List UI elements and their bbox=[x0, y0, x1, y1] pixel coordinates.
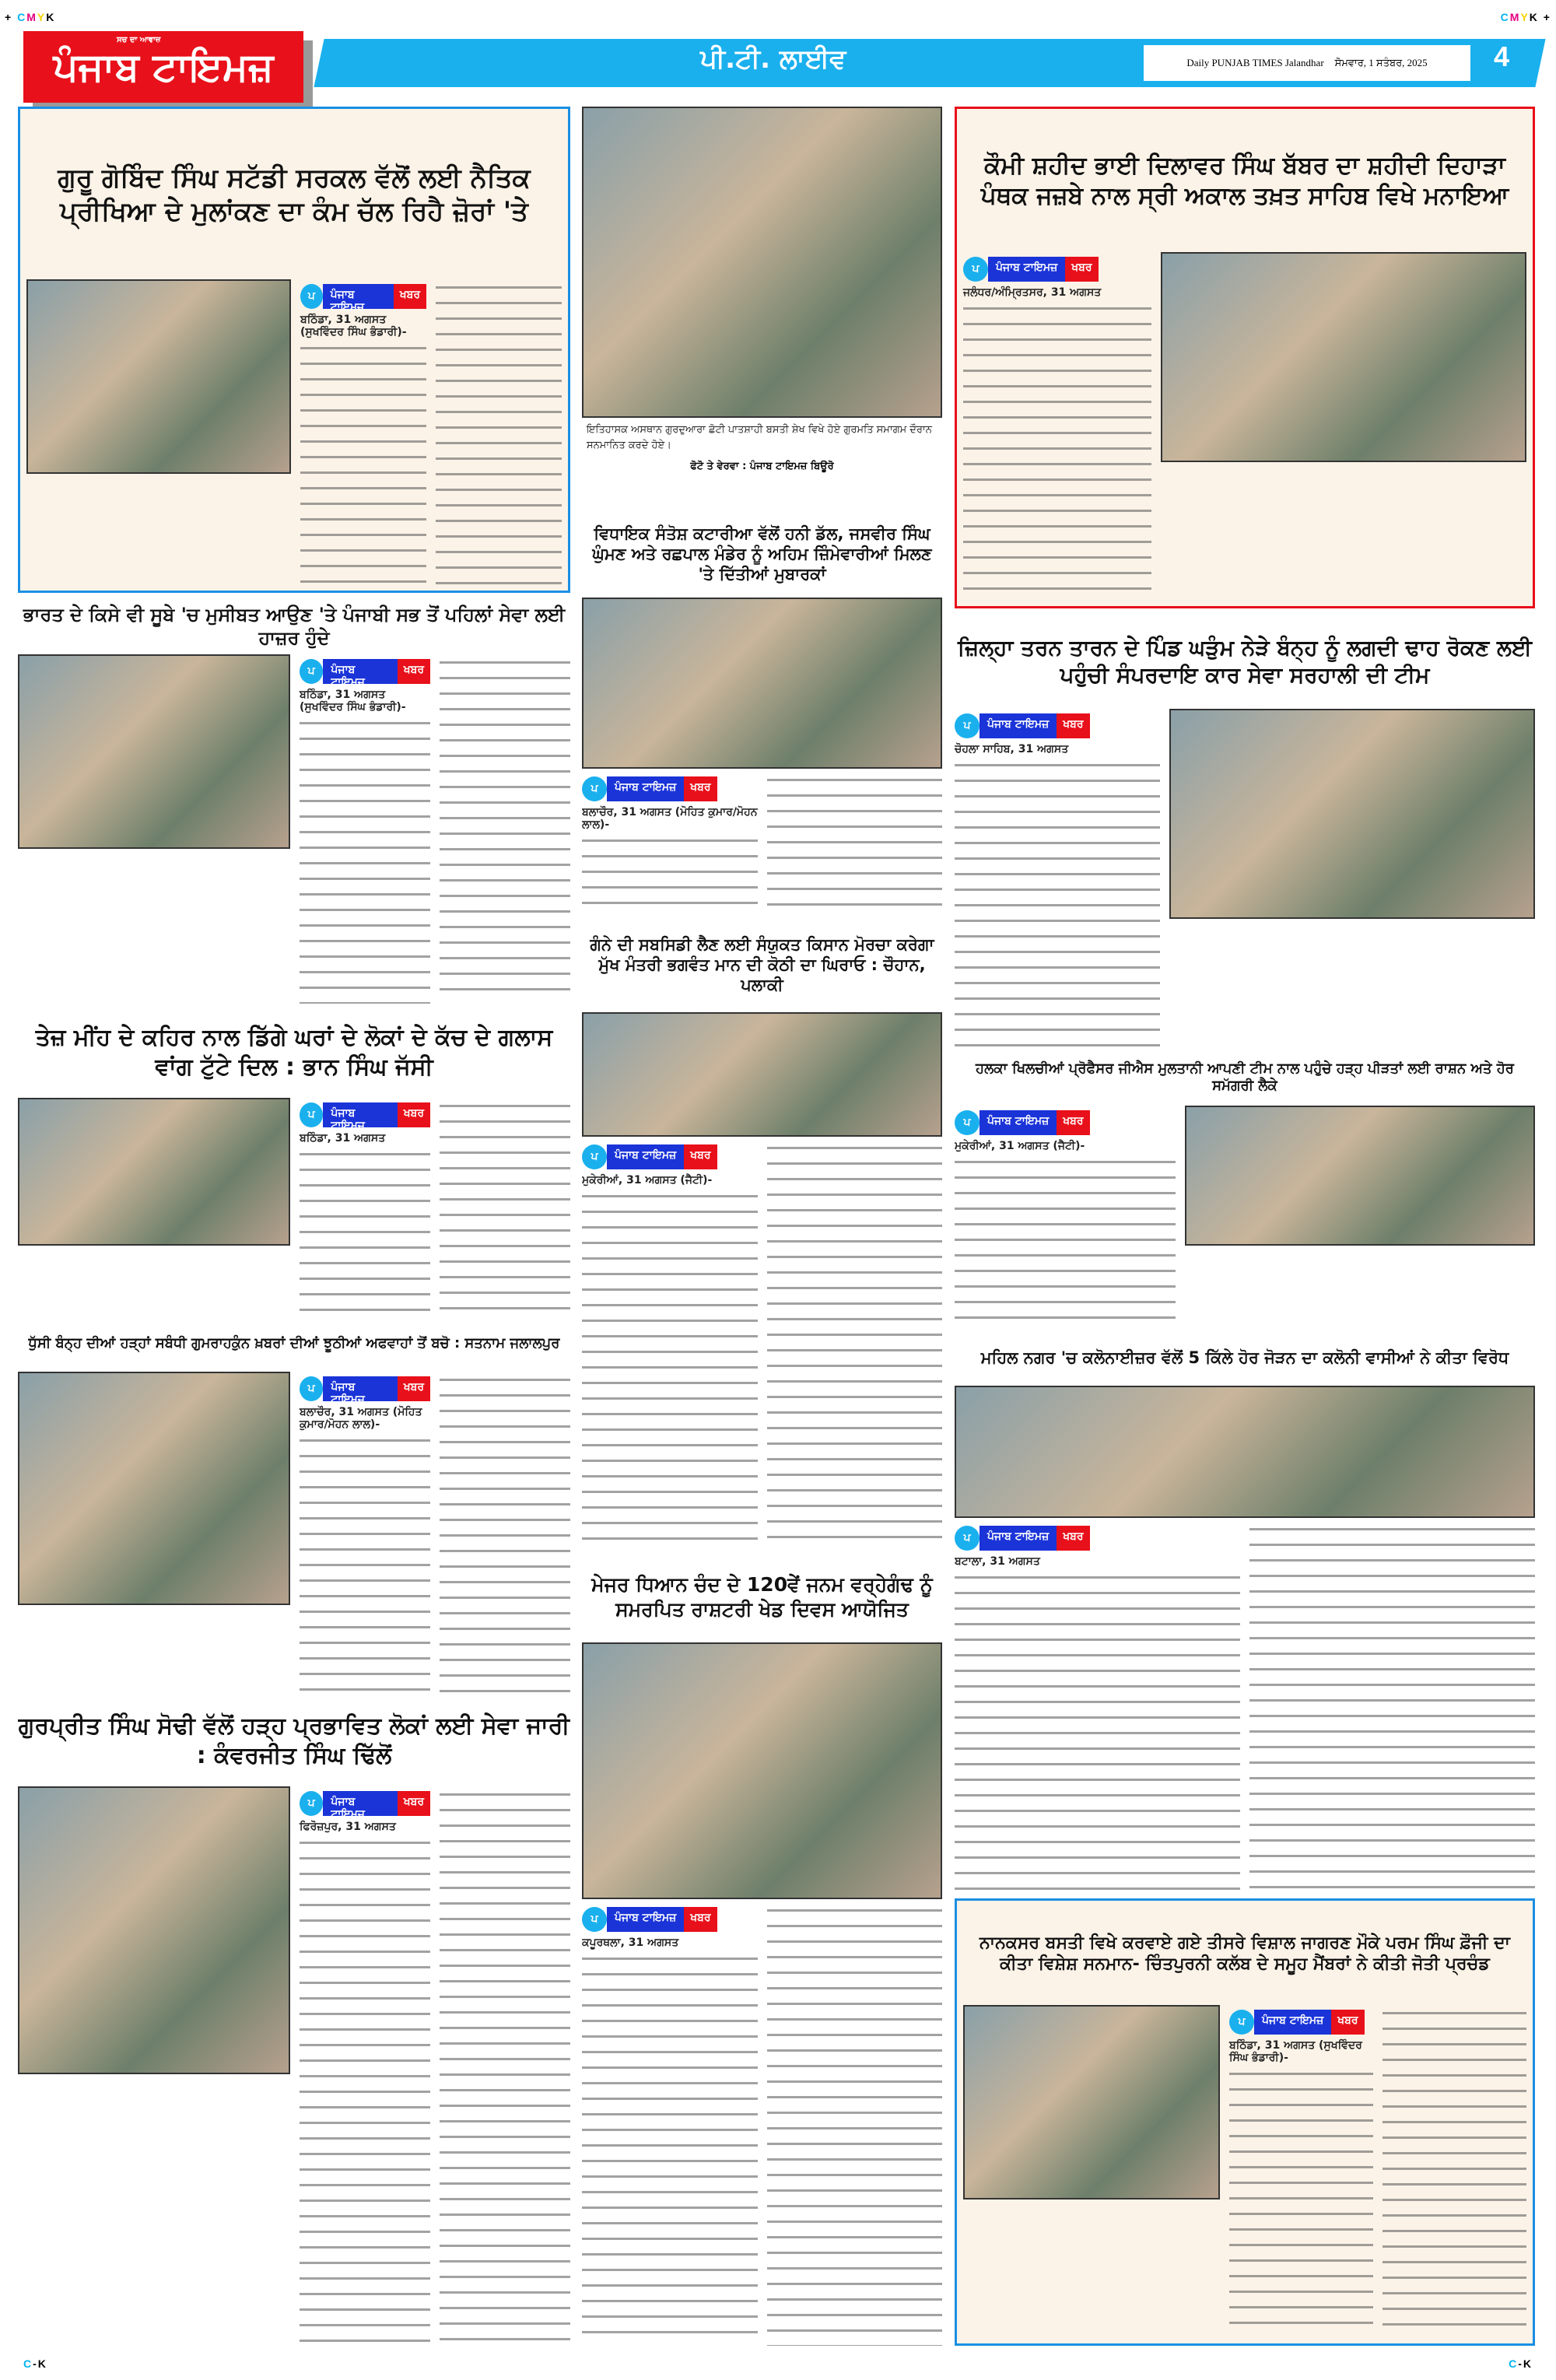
article-content bbox=[582, 598, 942, 912]
source-badge bbox=[300, 284, 426, 314]
news-article bbox=[582, 922, 942, 1548]
news-article bbox=[955, 107, 1535, 608]
text-column bbox=[300, 340, 426, 584]
logo-tagline: ਸਚ ਦਾ ਆਵਾਜ਼ bbox=[117, 36, 161, 44]
news-article bbox=[955, 1054, 1535, 1330]
news-article bbox=[18, 603, 570, 1004]
dateline: ਕਪੂਰਥਲਾ, 31 ਅਗਸਤ bbox=[582, 1937, 679, 1949]
article-body bbox=[582, 772, 758, 912]
dateline: ਬਲਾਚੌਰ, 31 ਅਗਸਤ (ਮੋਹਿਤ ਕੁਮਾਰ/ਮੋਹਨ ਲਾਲ)- bbox=[582, 806, 758, 831]
article-content bbox=[582, 1642, 942, 2346]
badge-tag: ਖਬਰ bbox=[398, 1791, 430, 1816]
article-headline[interactable]: ਹਲਕਾ ਖਿਲਚੀਆਂ ਪ੍ਰੋਫੈਸਰ ਜੀਐਸ ਮੁਲਤਾਨੀ ਆਪਣੀ ਟੀਮ ਨਾਲ ਪਹੁੰਚੇ ਹੜ੍ਹ ਪੀੜਤਾਂ ਲਈ ਰਾਸ਼ਨ ਅਤੇ ਹੋਰ ਸਮੱਗਰੀ ਲੈਕੇ bbox=[976, 1060, 1514, 1094]
news-photo bbox=[1169, 709, 1535, 919]
badge-tag: ਖਬਰ bbox=[684, 1907, 717, 1932]
text-column bbox=[955, 1154, 1176, 1330]
badge-name: ਪੰਜਾਬ ਟਾਇਮਜ਼ bbox=[323, 1791, 397, 1816]
text-column bbox=[300, 715, 430, 1004]
article-headline[interactable]: ਧੁੱਸੀ ਬੰਨ੍ਹ ਦੀਆਂ ਹੜ੍ਹਾਂ ਸਬੰਧੀ ਗੁਮਰਾਹਕੁੰਨ ਖ਼ਬਰਾਂ ਦੀਆਂ ਝੂਠੀਆਂ ਅਫਵਾਹਾਂ ਤੋਂ ਬਚੋ : ਸਤਨਾਮ ਜਲਾਲਪੁਰ bbox=[28, 1334, 560, 1351]
text-column bbox=[440, 654, 570, 1004]
badge-tag: ਖਬਰ bbox=[398, 659, 430, 684]
dateline: ਬਠਿੰਡਾ, 31 ਅਗਸਤ bbox=[300, 1132, 386, 1144]
punjab-times-logo-icon: ਪ bbox=[300, 659, 323, 684]
page-number: 4 bbox=[1494, 40, 1510, 72]
punjab-times-logo-icon: ਪ bbox=[955, 713, 980, 738]
text-column bbox=[955, 1569, 1240, 1895]
badge-name: ਪੰਜਾਬ ਟਾਇਮਜ਼ bbox=[323, 1376, 397, 1401]
source-badge bbox=[955, 713, 1090, 738]
text-column bbox=[955, 757, 1160, 1046]
news-photo bbox=[18, 654, 290, 849]
punjab-times-logo-icon: ਪ bbox=[300, 284, 323, 309]
badge-tag: ਖਬਰ bbox=[1057, 713, 1089, 738]
badge-tag: ਖਬਰ bbox=[398, 1376, 430, 1401]
news-photo bbox=[1185, 1106, 1535, 1246]
news-article bbox=[955, 1898, 1535, 2346]
source-badge bbox=[300, 659, 430, 689]
source-badge bbox=[955, 1110, 1090, 1135]
badge-name: ਪੰਜਾਬ ਟਾਇਮਜ਼ bbox=[980, 1526, 1057, 1551]
article-content bbox=[18, 1372, 570, 1694]
badge-name: ਪੰਜਾਬ ਟਾਇਮਜ਼ bbox=[607, 776, 684, 801]
article-body bbox=[300, 1372, 430, 1694]
article-body bbox=[300, 1786, 430, 2346]
punjab-times-logo-icon: ਪ bbox=[963, 257, 988, 282]
logo-text: ਪੰਜਾਬ ਟਾਇਮਜ਼ bbox=[53, 44, 274, 89]
news-article bbox=[18, 1320, 570, 1694]
news-article bbox=[582, 1556, 942, 2346]
section-title: ਪੀ.ਟੀ. ਲਾਈਵ bbox=[700, 44, 846, 75]
paper-name: Daily PUNJAB TIMES Jalandhar bbox=[1186, 57, 1324, 68]
text-column bbox=[300, 1146, 430, 1315]
badge-tag: ਖਬਰ bbox=[684, 776, 717, 801]
source-badge bbox=[300, 1376, 430, 1406]
badge-tag: ਖਬਰ bbox=[1057, 1110, 1089, 1135]
article-content bbox=[955, 709, 1535, 1046]
badge-name: ਪੰਜਾਬ ਟਾਇਮਜ਼ bbox=[323, 284, 394, 309]
badge-name: ਪੰਜਾਬ ਟਾਇਮਜ਼ bbox=[1254, 2010, 1331, 2035]
badge-name: ਪੰਜਾਬ ਟਾਇਮਜ਼ bbox=[988, 257, 1065, 282]
article-headline[interactable]: ਮਹਿਲ ਨਗਰ 'ਚ ਕਲੋਨਾਈਜ਼ਰ ਵੱਲੋਂ 5 ਕਿੱਲੇ ਹੋਰ ਜੋੜਨ ਦਾ ਕਲੋਨੀ ਵਾਸੀਆਂ ਨੇ ਕੀਤਾ ਵਿਰੋਧ bbox=[980, 1348, 1509, 1367]
punjab-times-logo-icon: ਪ bbox=[582, 1144, 607, 1169]
news-article bbox=[582, 515, 942, 912]
article-body bbox=[955, 1106, 1176, 1330]
badge-tag: ਖਬਰ bbox=[684, 1144, 717, 1169]
dateline: ਮੁਕੇਰੀਆਂ, 31 ਅਗਸਤ (ਜੈਟੀ)- bbox=[955, 1140, 1085, 1152]
article-content bbox=[955, 1386, 1535, 1895]
article-headline[interactable]: ਮੇਜਰ ਧਿਆਨ ਚੰਦ ਦੇ 120ਵੇਂ ਜਨਮ ਵਰ੍ਹੇਗੰਢ ਨੂੰ ਸਮਰਪਿਤ ਰਾਸ਼ਟਰੀ ਖੇਡ ਦਿਵਸ ਆਯੋਜਿਤ bbox=[591, 1573, 933, 1621]
text-column bbox=[440, 1098, 570, 1315]
article-headline[interactable]: ਵਿਧਾਇਕ ਸੰਤੋਸ਼ ਕਟਾਰੀਆ ਵੱਲੋਂ ਹਨੀ ਡੱਲ, ਜਸਵੀਰ ਸਿੰਘ ਘੁੰਮਣ ਅਤੇ ਰਛਪਾਲ ਮੰਡੇਰ ਨੂੰ ਅਹਿਮ ਜ਼ਿੰਮੇਵਾਰੀਆਂ ਮਿਲਣ 'ਤੇ ਦਿੱਤੀਆਂ ਮੁਬਾਰਕਾਂ bbox=[592, 524, 932, 584]
source-badge bbox=[582, 1144, 717, 1169]
badge-name: ਪੰਜਾਬ ਟਾਇਮਜ਼ bbox=[607, 1907, 684, 1932]
badge-tag: ਖਬਰ bbox=[1065, 257, 1098, 282]
dateline: ਫਿਰੋਜ਼ਪੁਰ, 31 ਅਗਸਤ bbox=[300, 1821, 396, 1833]
badge-name: ਪੰਜਾਬ ਟਾਇਮਜ਼ bbox=[607, 1144, 684, 1169]
news-photo bbox=[963, 2005, 1220, 2199]
badge-tag: ਖਬਰ bbox=[1331, 2010, 1364, 2035]
source-badge bbox=[955, 1526, 1090, 1551]
photo-credit: ਫੋਟੋ ਤੇ ਵੇਰਵਾ : ਪੰਜਾਬ ਟਾਇਮਜ਼ ਬਿਊਰੋ bbox=[690, 461, 834, 472]
news-article bbox=[582, 107, 942, 503]
article-body bbox=[300, 279, 426, 584]
article-content bbox=[582, 1012, 942, 1548]
badge-name: ਪੰਜਾਬ ਟਾਇਮਜ਼ bbox=[980, 713, 1057, 738]
badge-name: ਪੰਜਾਬ ਟਾਇਮਜ਼ bbox=[323, 659, 397, 684]
news-photo bbox=[582, 1012, 942, 1137]
news-photo bbox=[18, 1786, 290, 2074]
text-column bbox=[582, 1951, 758, 2346]
news-article bbox=[18, 107, 570, 593]
article-body bbox=[955, 1521, 1240, 1895]
article-headline[interactable]: ਭਾਰਤ ਦੇ ਕਿਸੇ ਵੀ ਸੂਬੇ 'ਚ ਮੁਸੀਬਤ ਆਉਣ 'ਤੇ ਪੰਜਾਬੀ ਸਭ ਤੋਂ ਪਹਿਲਾਂ ਸੇਵਾ ਲਈ ਹਾਜ਼ਰ ਹੁੰਦੇ bbox=[23, 604, 566, 649]
text-column bbox=[300, 1432, 430, 1694]
punjab-times-logo-icon: ਪ bbox=[955, 1526, 980, 1551]
source-badge bbox=[300, 1102, 430, 1132]
punjab-times-logo-icon: ਪ bbox=[582, 776, 607, 801]
article-headline[interactable]: ਕੌਮੀ ਸ਼ਹੀਦ ਭਾਈ ਦਿਲਾਵਰ ਸਿੰਘ ਬੱਬਰ ਦਾ ਸ਼ਹੀਦੀ ਦਿਹਾੜਾ ਪੰਥਕ ਜਜ਼ਬੇ ਨਾਲ ਸ੍ਰੀ ਅਕਾਲ ਤਖ਼ਤ ਸਾਹਿਬ ਵਿਖੇ ਮਨਾਇਆ bbox=[980, 152, 1509, 210]
news-photo bbox=[582, 598, 942, 769]
text-column bbox=[582, 832, 758, 912]
registration-mark-bottom-right: C-K bbox=[1509, 2357, 1533, 2370]
article-body bbox=[955, 709, 1160, 1046]
article-content bbox=[955, 1106, 1535, 1330]
article-body bbox=[582, 1140, 758, 1548]
article-headline[interactable]: ਗੁਰੂ ਗੋਬਿੰਦ ਸਿੰਘ ਸਟੱਡੀ ਸਰਕਲ ਵੱਲੋਂ ਲਈ ਨੈਤਿਕ ਪ੍ਰੀਖਿਆ ਦੇ ਮੁਲਾਂਕਣ ਦਾ ਕੰਮ ਚੱਲ ਰਿਹੈ ਜ਼ੋਰਾਂ 'ਤੇ bbox=[58, 163, 531, 227]
newspaper-logo bbox=[23, 31, 303, 103]
text-column bbox=[440, 1372, 570, 1694]
news-article bbox=[955, 1334, 1535, 1895]
article-content bbox=[963, 2005, 1526, 2337]
text-column bbox=[767, 1902, 943, 2346]
registration-mark-top-left: + CMYK bbox=[5, 11, 56, 23]
article-headline[interactable]: ਤੇਜ਼ ਮੀਂਹ ਦੇ ਕਹਿਰ ਨਾਲ ਡਿੱਗੇ ਘਰਾਂ ਦੇ ਲੋਕਾਂ ਦੇ ਕੱਚ ਦੇ ਗਲਾਸ ਵਾਂਗ ਟੁੱਟੇ ਦਿਲ : ਭਾਨ ਸਿੰਘ ਜੱਸੀ bbox=[35, 1024, 553, 1081]
news-article bbox=[18, 1700, 570, 2346]
registration-mark-top-right: CMYK + bbox=[1500, 11, 1551, 23]
text-columns bbox=[955, 1521, 1535, 1895]
punjab-times-logo-icon: ਪ bbox=[582, 1907, 607, 1932]
source-badge bbox=[582, 1907, 717, 1932]
badge-name: ਪੰਜਾਬ ਟਾਇਮਜ਼ bbox=[323, 1102, 397, 1127]
text-column bbox=[767, 1140, 943, 1548]
badge-tag: ਖਬਰ bbox=[398, 1102, 430, 1127]
text-column bbox=[1249, 1521, 1535, 1895]
article-headline[interactable]: ਗੁਰਪ੍ਰੀਤ ਸਿੰਘ ਸੋਢੀ ਵੱਲੋਂ ਹੜ੍ਹ ਪ੍ਰਭਾਵਿਤ ਲੋਕਾਂ ਲਈ ਸੇਵਾ ਜਾਰੀ : ਕੰਵਰਜੀਤ ਸਿੰਘ ਢਿੱਲੋਂ bbox=[18, 1712, 570, 1769]
edition-info bbox=[1144, 45, 1470, 81]
text-columns bbox=[582, 1902, 942, 2346]
registration-mark-bottom-left: C-K bbox=[23, 2357, 47, 2370]
source-badge bbox=[1229, 2010, 1365, 2035]
article-headline[interactable]: ਗੰਨੇ ਦੀ ਸਬਸਿਡੀ ਲੈਣ ਲਈ ਸੰਯੁਕਤ ਕਿਸਾਨ ਮੋਰਚਾ ਕਰੇਗਾ ਮੁੱਖ ਮੰਤਰੀ ਭਗਵੰਤ ਮਾਨ ਦੀ ਕੋਠੀ ਦਾ ਘਿਰਾਓ : ਚੌਹਾਨ, ਪਲਾਕੀ bbox=[590, 934, 934, 995]
article-content bbox=[18, 1786, 570, 2346]
news-article bbox=[18, 1011, 570, 1315]
text-column bbox=[963, 300, 1151, 600]
badge-tag: ਖਬਰ bbox=[394, 284, 426, 309]
text-column bbox=[1383, 2005, 1526, 2337]
article-headline[interactable]: ਜ਼ਿਲ੍ਹਾ ਤਰਨ ਤਾਰਨ ਦੇ ਪਿੰਡ ਘੜੁੰਮ ਨੇੜੇ ਬੰਨ੍ਹ ਨੂੰ ਲਗਦੀ ਢਾਹ ਰੋਕਣ ਲਈ ਪਹੁੰਚੀ ਸੰਪਰਦਾਇ ਕਾਰ ਸੇਵਾ ਸਰਹਾਲੀ ਦੀ ਟੀਮ bbox=[958, 635, 1532, 688]
article-content bbox=[26, 279, 562, 584]
punjab-times-logo-icon: ਪ bbox=[955, 1110, 980, 1135]
masthead bbox=[23, 31, 1540, 93]
dateline: ਜਲੰਧਰ/ਅੰਮ੍ਰਿਤਸਰ, 31 ਅਗਸਤ bbox=[963, 286, 1102, 299]
dateline: ਬਠਿੰਡਾ, 31 ਅਗਸਤ (ਸੁਖਵਿੰਦਰ ਸਿੰਘ ਭੰਡਾਰੀ)- bbox=[300, 314, 407, 338]
text-column bbox=[300, 1835, 430, 2346]
badge-name: ਪੰਜਾਬ ਟਾਇਮਜ਼ bbox=[980, 1110, 1057, 1135]
dateline: ਬਲਾਚੌਰ, 31 ਅਗਸਤ (ਮੋਹਿਤ ਕੁਮਾਰ/ਮੋਹਨ ਲਾਲ)- bbox=[300, 1406, 422, 1431]
news-photo bbox=[18, 1372, 290, 1605]
dateline: ਮੁਕੇਰੀਆਂ, 31 ਅਗਸਤ (ਜੈਟੀ)- bbox=[582, 1174, 713, 1186]
news-photo bbox=[26, 279, 291, 474]
dateline: ਬਠਿੰਡਾ, 31 ਅਗਸਤ (ਸੁਖਵਿੰਦਰ ਸਿੰਘ ਭੰਡਾਰੀ)- bbox=[300, 689, 406, 713]
article-body bbox=[582, 1902, 758, 2346]
article-content bbox=[963, 252, 1526, 600]
source-badge bbox=[300, 1791, 430, 1821]
news-article bbox=[955, 619, 1535, 1046]
text-column bbox=[582, 1188, 758, 1548]
text-columns bbox=[582, 1140, 942, 1548]
punjab-times-logo-icon: ਪ bbox=[300, 1791, 323, 1816]
dateline: ਬਠਿੰਡਾ, 31 ਅਗਸਤ (ਸੁਖਵਿੰਦਰ ਸਿੰਘ ਭੰਡਾਰੀ)- bbox=[1229, 2039, 1362, 2064]
punjab-times-logo-icon: ਪ bbox=[300, 1102, 323, 1127]
news-photo bbox=[1161, 252, 1526, 462]
source-badge bbox=[963, 257, 1099, 282]
punjab-times-logo-icon: ਪ bbox=[300, 1376, 323, 1401]
text-column bbox=[440, 1786, 570, 2346]
punjab-times-logo-icon: ਪ bbox=[1229, 2010, 1254, 2035]
article-content bbox=[18, 654, 570, 1004]
article-headline[interactable]: ਨਾਨਕਸਰ ਬਸਤੀ ਵਿਖੇ ਕਰਵਾਏ ਗਏ ਤੀਸਰੇ ਵਿਸ਼ਾਲ ਜਾਗਰਣ ਮੌਕੇ ਪਰਮ ਸਿੰਘ ਫ਼ੌਜੀ ਦਾ ਕੀਤਾ ਵਿਸ਼ੇਸ਼ ਸਨਮਾਨ- ਚਿੰਤਪੁਰਨੀ ਕਲੱਬ ਦੇ ਸਮੂਹ ਮੈਂਬਰਾਂ ਨੇ ਕੀਤੀ ਜੋਤੀ ਪ੍ਰਚੰਡ bbox=[980, 1933, 1510, 1974]
text-column bbox=[436, 279, 562, 584]
article-body bbox=[300, 654, 430, 1004]
badge-tag: ਖਬਰ bbox=[1057, 1526, 1089, 1551]
text-column bbox=[767, 772, 943, 912]
dateline: ਚੋਹਲਾ ਸਾਹਿਬ, 31 ਅਗਸਤ bbox=[955, 743, 1069, 755]
photo-caption: ਇਤਿਹਾਸਕ ਅਸਥਾਨ ਗੁਰਦੁਆਰਾ ਛੋਟੀ ਪਾਤਸ਼ਾਹੀ ਬਸਤੀ ਸ਼ੇਖ ਵਿਖੇ ਹੋਏ ਗੁਰਮਤਿ ਸਮਾਗਮ ਦੌਰਾਨ ਸਨਮਾਨਿਤ ਕਰਦੇ ਹੋਏ। bbox=[587, 424, 932, 451]
news-photo bbox=[18, 1098, 290, 1246]
article-body bbox=[300, 1098, 430, 1315]
news-photo bbox=[582, 1642, 942, 1899]
news-photo bbox=[955, 1386, 1535, 1518]
article-content bbox=[18, 1098, 570, 1315]
dateline: ਬਟਾਲਾ, 31 ਅਗਸਤ bbox=[955, 1555, 1040, 1568]
article-body bbox=[963, 252, 1151, 600]
news-photo bbox=[582, 107, 942, 418]
article-body bbox=[1229, 2005, 1373, 2337]
text-columns bbox=[582, 772, 942, 912]
source-badge bbox=[582, 776, 717, 801]
text-column bbox=[1229, 2066, 1373, 2337]
issue-date: ਸੋਮਵਾਰ, 1 ਸਤੰਬਰ, 2025 bbox=[1334, 57, 1428, 68]
